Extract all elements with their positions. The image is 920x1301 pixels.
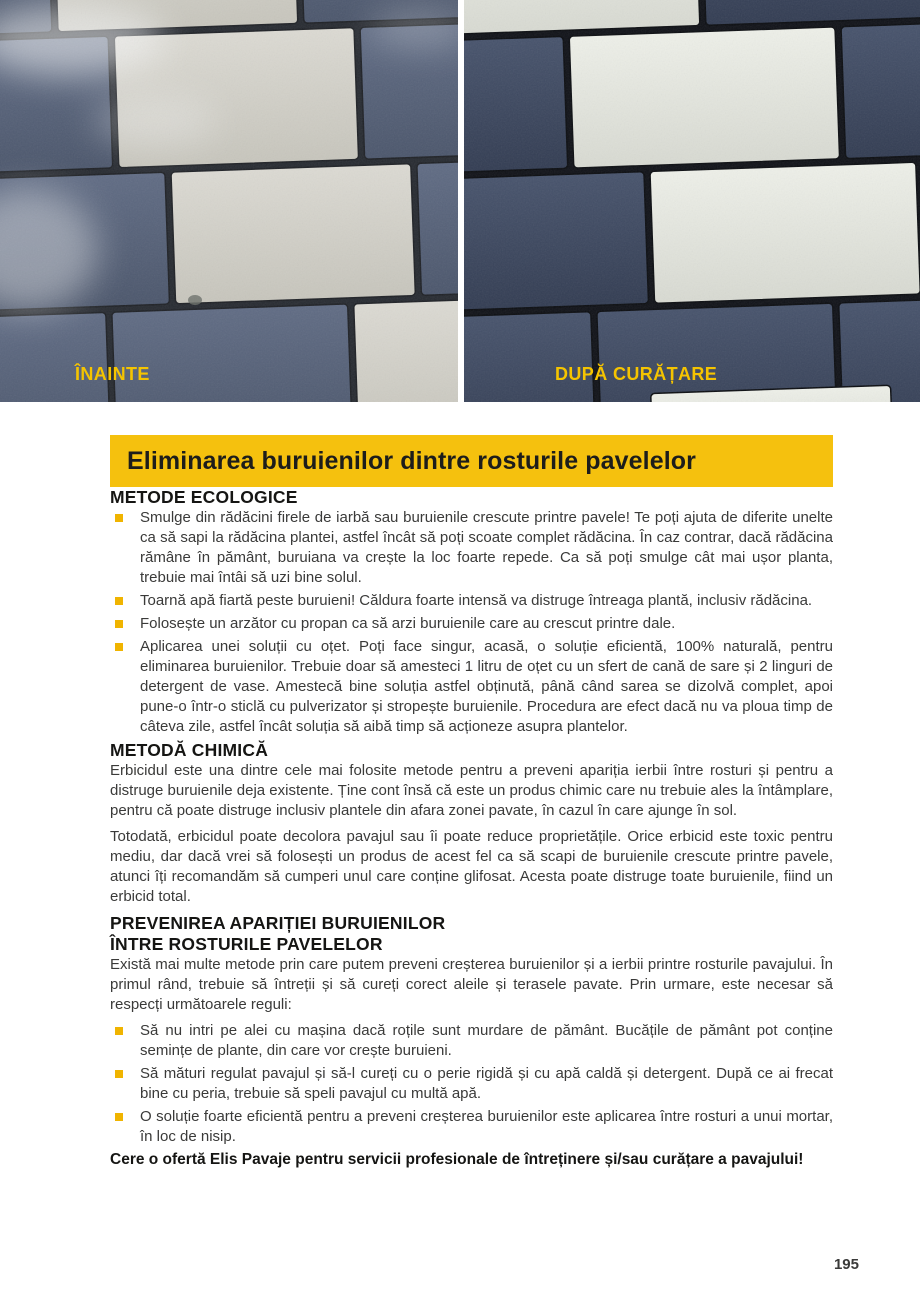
pavers-after-image xyxy=(464,0,920,402)
page-number: 195 xyxy=(833,1256,859,1273)
list-item: Smulge din rădăcini firele de iarbă sau buruienile crescute printre pavele! Te poți ajuta de diferite unelte ca să sapi la rădăcina plantei, astfel încât să poți scoate complet rădăcina. În caz contrar, dacă rădăcina rămâne în pământ, buruiana va crește la loc foarte repede. Ca să poți smulge cât mai ușor planta, trebuie mai întâi să uzi bine solul. xyxy=(110,508,833,588)
before-label: ÎNAINTE xyxy=(75,364,150,384)
list-item: Să mături regulat pavajul și să-l cureți cu o perie rigidă și cu apă caldă și detergent. După ce ai frecat bine cu peria, trebuie să speli pavajul cu multă apă. xyxy=(110,1064,833,1104)
photo-after xyxy=(464,0,920,402)
list-item: Să nu intri pe alei cu mașina dacă roțile sunt murdare de pământ. Bucățile de pământ pot conține semințe de plante, din care vor crește buruieni. xyxy=(110,1021,833,1061)
paragraph: Există mai multe metode prin care putem preveni creșterea buruienilor și a ierbii printre rosturile pavajului. În primul rând, trebuie să întreții și să cureți corect aleile și terasele pavate. Prin urmare, este necesar să respecți următoarele reguli: xyxy=(110,956,833,1013)
list-item: Toarnă apă fiartă peste buruieni! Căldura foarte intensă va distruge întreaga plantă, inclusiv rădăcina. xyxy=(110,591,833,611)
prevention-bullet-list xyxy=(110,1021,833,1147)
list-item: Aplicarea unei soluții cu oțet. Poți face singur, acasă, o soluție eficientă, 100% naturală, pentru eliminarea buruienilor. Trebuie doar să amesteci 1 litru de oțet cu un sfert de cană de sare și 2 linguri de detergent de vase. Amestecă bine soluția astfel obținută, până când sarea se dizolvă complet, apoi pune-o într-o sticlă cu pulverizator și stropește buruienile. Procedura are efect dacă nu va ploua timp de câteva zile, astfel încât soluția să aibă timp să acționeze asupra plantelor. xyxy=(110,637,833,737)
list-item: Folosește un arzător cu propan ca să arzi buruienile care au crescut printre dale. xyxy=(110,614,833,634)
page-title: Eliminarea buruienilor dintre rosturile pavelelor xyxy=(127,446,696,475)
heading-line: ÎNTRE ROSTURILE PAVELELOR xyxy=(110,934,383,954)
paragraph: Erbicidul este una dintre cele mai folosite metode pentru a preveni apariția ierbii între rosturi și pentru a distruge buruienile deja existente. Ține cont însă că este un produs chimic care nu trebuie ales la întâmplare, pentru că poate distruge inclusiv plantele din afara zonei pavate, în cazul în care ajunge în sol. xyxy=(110,762,833,819)
section-heading-eco: METODE ECOLOGICE xyxy=(110,487,298,507)
paragraph: Totodată, erbicidul poate decolora pavajul sau îi poate reduce proprietățile. Orice erbicid este toxic pentru mediu, dar dacă vrei să folosești un produs de acest fel ca să scapi de buruienile crescute printre pavele, atunci îți recomandăm să cumperi unul care conține glifosat. Acesta poate distruge toate buruienile, fiind un erbicid total. xyxy=(110,828,833,905)
eco-bullet-list xyxy=(110,508,833,737)
heading-line: PREVENIREA APARIȚIEI BURUIENILOR xyxy=(110,913,446,933)
title-banner xyxy=(110,435,833,487)
cta-line: Cere o ofertă Elis Pavaje pentru servicii profesionale de întreținere și/sau curățare a pavajului! xyxy=(110,1151,804,1168)
photo-before xyxy=(0,0,458,402)
section-heading-chem: METODĂ CHIMICĂ xyxy=(110,740,269,760)
hero-before-after xyxy=(0,0,920,402)
list-item: O soluție foarte eficientă pentru a preveni creșterea buruienilor este aplicarea între rosturi a unui mortar, în loc de nisip. xyxy=(110,1107,833,1147)
after-label: DUPĂ CURĂȚARE xyxy=(555,364,718,384)
pavers-before-image xyxy=(0,0,458,402)
article-content xyxy=(110,487,833,1170)
section-heading-prevention xyxy=(110,913,833,955)
